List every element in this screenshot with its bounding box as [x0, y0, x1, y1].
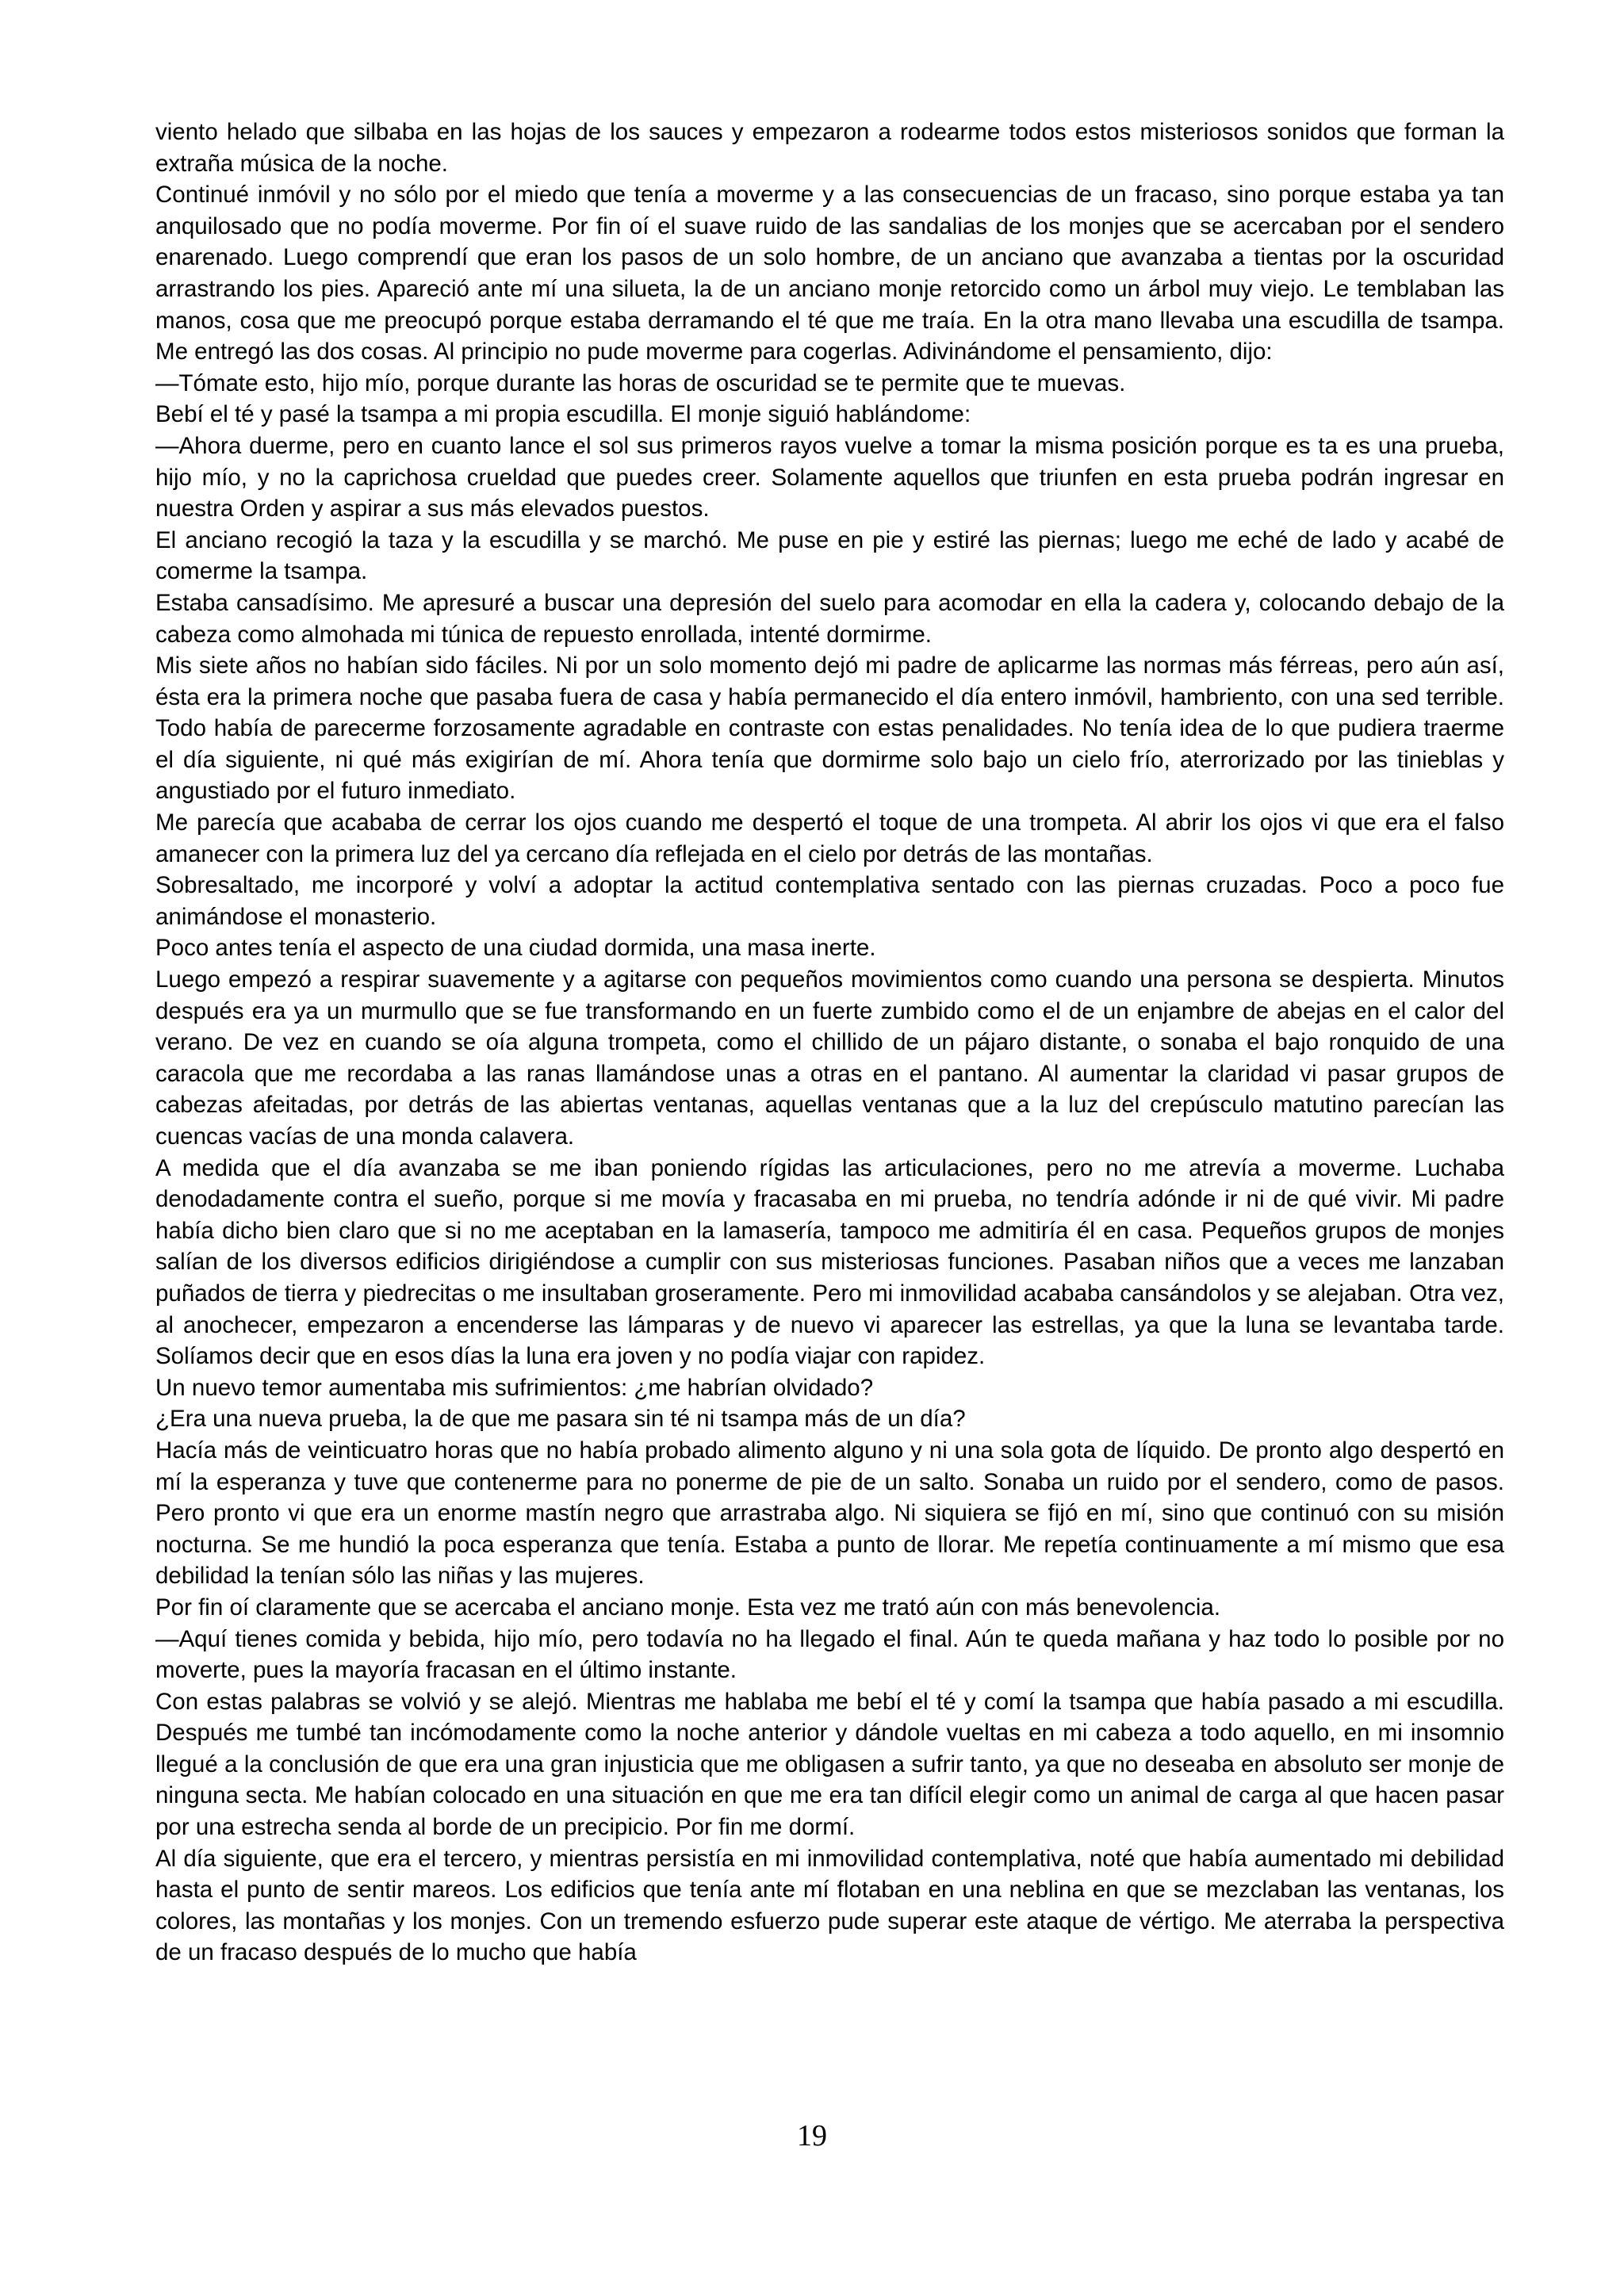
paragraph: El anciano recogió la taza y la escudilla y se marchó. Me puse en pie y estiré las piernas; luego me eché de lado y acabé de comerme la tsampa.: [155, 526, 1504, 585]
paragraph: Sobresaltado, me incorporé y volví a adoptar la actitud contemplativa sentado con las piernas cruzadas. Poco a poco fue animándose el monasterio.: [155, 872, 1504, 930]
paragraph: Bebí el té y pasé la tsampa a mi propia escudilla. El monje siguió hablándome:: [155, 401, 971, 428]
paragraph: Un nuevo temor aumentaba mis sufrimientos: ¿me habrían olvidado?: [155, 1374, 874, 1401]
paragraph: viento helado que silbaba en las hojas de los sauces y empezaron a rodearme todos estos misteriosos sonidos que forman la extraña música de la noche.: [155, 119, 1504, 177]
body-text: [155, 117, 1504, 1969]
paragraph: —Ahora duerme, pero en cuanto lance el sol sus primeros rayos vuelve a tomar la misma posición porque es ta es una prueba, hijo mío, y no la caprichosa crueldad que puedes creer. Solamente aquellos que triunfen en esta prueba podrán ingresar en nuestra Orden y aspirar a sus más elevados puestos.: [155, 432, 1504, 522]
paragraph: Poco antes tenía el aspecto de una ciudad dormida, una masa inerte.: [155, 935, 876, 962]
paragraph: Con estas palabras se volvió y se alejó. Mientras me hablaba me bebí el té y comí la tsampa que había pasado a mi escudilla. Después me tumbé tan incómodamente como la noche anterior y dándole vueltas en mi cabeza a todo aquello, en mi insomnio llegué a la conclusión de que era una gran injusticia que me obligasen a sufrir tanto, ya que no deseaba en absoluto ser monje de ninguna secta. Me habían colocado en una situación en que me era tan difícil elegir como un animal de carga al que hacen pasar por una estrecha senda al borde de un precipicio. Por fin me dormí.: [155, 1688, 1504, 1841]
paragraph: Por fin oí claramente que se acercaba el anciano monje. Esta vez me trató aún con más benevolencia.: [155, 1594, 1221, 1621]
paragraph: A medida que el día avanzaba se me iban poniendo rígidas las articulaciones, pero no me atrevía a moverme. Luchaba denodadamente contra el sueño, porque si me movía y fracasaba en mi prueba, no tendría adónde ir ni de qué vivir. Mi padre había dicho bien claro que si no me aceptaban en la lamasería, tampoco me admitiría él en casa. Pequeños grupos de monjes salían de los diversos edificios dirigiéndose a cumplir con sus misteriosas funciones. Pasaban niños que a veces me lanzaban puñados de tierra y piedrecitas o me insultaban groseramente. Pero mi inmovilidad acababa cansándolos y se alejaban. Otra vez, al anochecer, empezaron a encenderse las lámparas y de nuevo vi aparecer las estrellas, ya que la luna se levantaba tarde. Solíamos decir que en esos días la luna era joven y no podía viajar con rapidez.: [155, 1154, 1504, 1370]
paragraph: Mis siete años no habían sido fáciles. Ni por un solo momento dejó mi padre de aplicarme las normas más férreas, pero aún así, ésta era la primera noche que pasaba fuera de casa y había permanecido el día entero inmóvil, hambriento, con una sed terrible. Todo había de parecerme forzosamente agradable en contraste con estas penalidades. No tenía idea de lo que pudiera traerme el día siguiente, ni qué más exigirían de mí. Ahora tenía que dormirme solo bajo un cielo frío, aterrorizado por las tinieblas y angustiado por el futuro inmediato.: [155, 652, 1504, 805]
paragraph: Estaba cansadísimo. Me apresuré a buscar una depresión del suelo para acomodar en ella la cadera y, colocando debajo de la cabeza como almohada mi túnica de repuesto enrollada, intenté dormirme.: [155, 589, 1504, 648]
paragraph: —Tómate esto, hijo mío, porque durante las horas de oscuridad se te permite que te muevas.: [155, 369, 1126, 396]
paragraph: Hacía más de veinticuatro horas que no había probado alimento alguno y ni una sola gota de líquido. De pronto algo despertó en mí la esperanza y tuve que contenerme para no ponerme de pie de un salto. Sonaba un ruido por el sendero, como de pasos. Pero pronto vi que era un enorme mastín negro que arrastraba algo. Ni siquiera se fijó en mí, sino que continuó con su misión nocturna. Se me hundió la poca esperanza que tenía. Estaba a punto de llorar. Me repetía continuamente a mí mismo que esa debilidad la tenían sólo las niñas y las mujeres.: [155, 1437, 1504, 1590]
paragraph: Me parecía que acababa de cerrar los ojos cuando me despertó el toque de una trompeta. Al abrir los ojos vi que era el falso amanecer con la primera luz del ya cercano día reflejada en el cielo por detrás de las montañas.: [155, 809, 1504, 867]
paragraph: Al día siguiente, que era el tercero, y mientras persistía en mi inmovilidad contemplativa, noté que había aumentado mi debilidad hasta el punto de sentir mareos. Los edificios que tenía ante mí flotaban en una neblina en que se mezclaban las ventanas, los colores, las montañas y los monjes. Con un tremendo esfuerzo pude superar este ataque de vértigo. Me aterraba la perspectiva de un fracaso después de lo mucho que había: [155, 1845, 1504, 1966]
paragraph: ¿Era una nueva prueba, la de que me pasara sin té ni tsampa más de un día?: [155, 1406, 966, 1433]
page-number: 19: [797, 2119, 827, 2152]
paragraph: Luego empezó a respirar suavemente y a agitarse con pequeños movimientos como cuando una persona se despierta. Minutos después era ya un murmullo que se fue transformando en un fuerte zumbido como el de un enjambre de abejas en el calor del verano. De vez en cuando se oía alguna trompeta, como el chillido de un pájaro distante, o sonaba el bajo ronquido de una caracola que me recordaba a las ranas llamándose unas a otras en el pantano. Al aumentar la claridad vi pasar grupos de cabezas afeitadas, por detrás de las abiertas ventanas, aquellas ventanas que a la luz del crepúsculo matutino parecían las cuencas vacías de una monda calavera.: [155, 966, 1504, 1150]
paragraph: —Aquí tienes comida y bebida, hijo mío, pero todavía no ha llegado el final. Aún te queda mañana y haz todo lo posible por no moverte, pues la mayoría fracasan en el último instante.: [155, 1625, 1504, 1684]
paragraph: Continué inmóvil y no sólo por el miedo que tenía a moverme y a las consecuencias de un fracaso, sino porque estaba ya tan anquilosado que no podía moverme. Por fin oí el suave ruido de las sandalias de los monjes que se acercaban por el sendero enarenado. Luego comprendí que eran los pasos de un solo hombre, de un anciano que avanzaba a tientas por la oscuridad arrastrando los pies. Apareció ante mí una silueta, la de un anciano monje retorcido como un árbol muy viejo. Le temblaban las manos, cosa que me preocupó porque estaba derramando el té que me traía. En la otra mano llevaba una escudilla de tsampa. Me entregó las dos cosas. Al principio no pude moverme para cogerlas. Adivinándome el pensamiento, dijo:: [155, 182, 1504, 365]
